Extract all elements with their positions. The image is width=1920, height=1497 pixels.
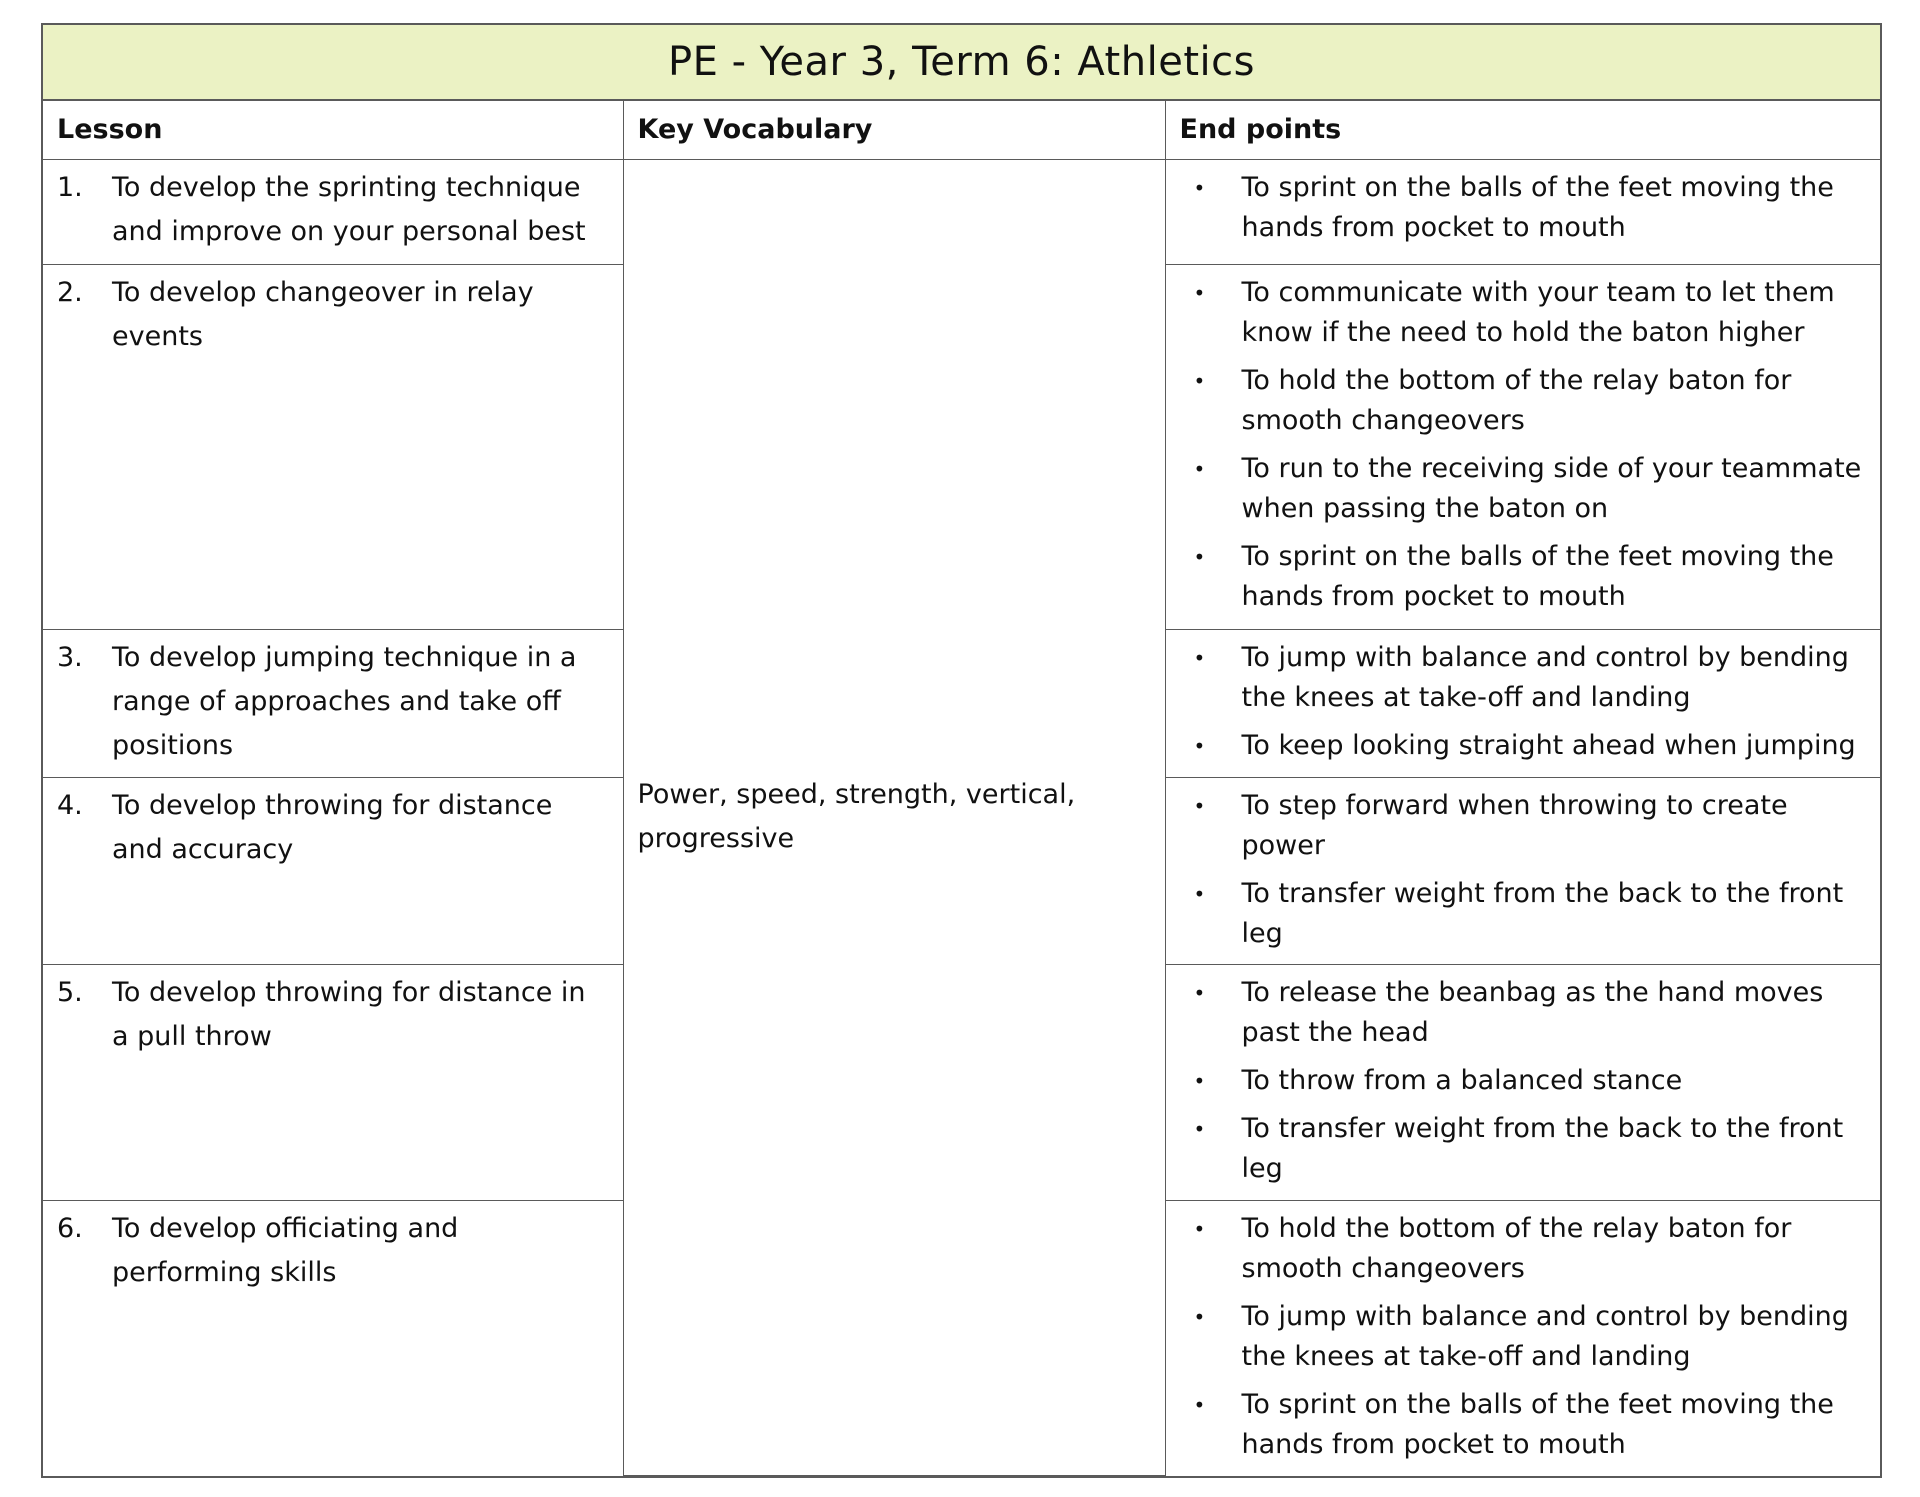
lesson-cell [43,159,623,264]
bullet-icon: • [1193,1392,1206,1417]
bullet-icon: • [1193,1304,1206,1329]
bullet-icon: • [1193,793,1206,818]
bullet-icon: • [1193,1116,1206,1141]
bullet-icon: • [1193,280,1206,305]
end-points-cell [1165,629,1880,777]
bullet-icon: • [1193,1216,1206,1241]
end-points-cell [1165,264,1880,629]
lesson-objective: To develop throwing for distance and accuracy [112,789,553,865]
list-item: • To hold the bottom of the relay baton for smooth changeovers [1180,1209,1867,1289]
end-points-list [1166,778,1881,954]
end-points-list [1166,160,1881,248]
bullet-icon: • [1193,544,1206,569]
column-header-end-points: End points [1165,101,1880,159]
bullet-icon: • [1193,368,1206,393]
bullet-icon: • [1193,645,1206,670]
end-points-cell [1165,777,1880,964]
lesson-objective: To develop throwing for distance in a pull throw [112,976,586,1052]
list-item: • To step forward when throwing to create power [1180,786,1867,866]
curriculum-sheet [41,23,1882,1478]
list-item: • To transfer weight from the back to the front leg [1180,1109,1867,1189]
list-item: • To release the beanbag as the hand moves past the head [1180,973,1867,1053]
list-item: • To sprint on the balls of the feet moving the hands from pocket to mouth [1180,537,1867,617]
lesson-number: 5. [57,976,83,1008]
list-item: • To jump with balance and control by bending the knees at take-off and landing [1180,638,1867,718]
lesson-number: 2. [57,276,83,308]
key-vocabulary-text: Power, speed, strength, vertical, progressive [637,779,1076,854]
page-title: PE - Year 3, Term 6: Athletics [43,25,1880,101]
lesson-cell [43,264,623,629]
list-item: • To jump with balance and control by bending the knees at take-off and landing [1180,1297,1867,1377]
list-item: • To run to the receiving side of your teammate when passing the baton on [1180,449,1867,529]
bullet-icon: • [1193,175,1206,200]
lesson-cell [43,777,623,964]
lesson-cell [43,629,623,777]
lesson-objective: To develop the sprinting technique and improve on your personal best [112,171,586,247]
table-row [43,159,1880,264]
lesson-number: 6. [57,1212,83,1244]
header-row [43,101,1880,159]
lesson-objective: To develop officiating and performing skills [112,1212,459,1288]
end-points-cell [1165,964,1880,1200]
list-item: • To keep looking straight ahead when jumping [1180,726,1867,766]
lesson-table [43,101,1880,1476]
bullet-icon: • [1193,980,1206,1005]
bullet-icon: • [1193,1068,1206,1093]
lesson-objective: To develop changeover in relay events [112,276,534,352]
end-points-list [1166,265,1881,617]
list-item: • To sprint on the balls of the feet moving the hands from pocket to mouth [1180,1385,1867,1465]
lesson-cell [43,964,623,1200]
column-header-key-vocabulary: Key Vocabulary [623,101,1165,159]
lesson-number: 3. [57,641,83,673]
bullet-icon: • [1193,881,1206,906]
lesson-number: 1. [57,171,83,203]
end-points-cell [1165,159,1880,264]
bullet-icon: • [1193,733,1206,758]
bullet-icon: • [1193,456,1206,481]
end-points-list [1166,965,1881,1189]
column-header-lesson: Lesson [43,101,623,159]
key-vocabulary-cell [623,159,1165,1475]
lesson-cell [43,1200,623,1475]
list-item: • To communicate with your team to let them know if the need to hold the baton higher [1180,273,1867,353]
list-item: • To hold the bottom of the relay baton for smooth changeovers [1180,361,1867,441]
list-item: • To throw from a balanced stance [1180,1061,1867,1101]
list-item: • To transfer weight from the back to the front leg [1180,874,1867,954]
lesson-number: 4. [57,789,83,821]
end-points-list [1166,1201,1881,1465]
list-item: • To sprint on the balls of the feet moving the hands from pocket to mouth [1180,168,1867,248]
end-points-list [1166,630,1881,766]
lesson-objective: To develop jumping technique in a range of approaches and take off positions [112,641,577,761]
end-points-cell [1165,1200,1880,1475]
